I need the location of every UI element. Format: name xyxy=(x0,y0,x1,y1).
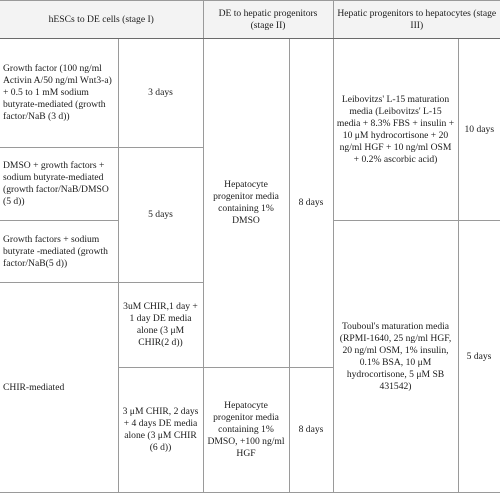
stage1-method-growth-factors-nab-5d: Growth factors + sodium butyrate -mediated (growth factor/NaB(5 d)) xyxy=(0,221,118,283)
stage1-chir-sub-6d: 3 μM CHIR, 2 days + 4 days DE media alone (3 μM CHIR (6 d)) xyxy=(118,368,203,493)
stage3-duration-10-days: 10 days xyxy=(458,39,500,221)
stage1-chir-mediated: CHIR-mediated xyxy=(0,283,118,493)
stage1-chir-sub-2d: 3uM CHIR,1 day + 1 day DE media alone (3 μM CHIR(2 d)) xyxy=(118,283,203,368)
stage1-method-growth-factor-nab-3d: Growth factor (100 ng/ml Activin A/50 ng/ml Wnt3-a) + 0.5 to 1 mM sodium butyrate-mediated (growth factor/NaB (3 d)) xyxy=(0,39,118,148)
stage2-duration-b: 8 days xyxy=(289,368,333,493)
stage1-duration-5-days: 5 days xyxy=(118,148,203,283)
header-stage-3: Hepatic progenitors to hepatocytes (stage III) xyxy=(333,1,500,39)
header-stage-1: hESCs to DE cells (stage I) xyxy=(0,1,203,39)
stage2-duration-a: 8 days xyxy=(289,39,333,368)
stage1-method-dmso-growth-factor: DMSO + growth factors + sodium butyrate-mediated (growth factor/NaB/DMSO (5 d)) xyxy=(0,148,118,221)
table-header-row xyxy=(0,1,500,39)
stage3-duration-5-days: 5 days xyxy=(458,221,500,493)
stage1-duration-3-days: 3 days xyxy=(118,39,203,148)
header-stage-2: DE to hepatic progenitors (stage II) xyxy=(203,1,333,39)
stage3-media-leibovitz: Leibovitzs' L-15 maturation media (Leibovitzs' L-15 media + 8.3% FBS + insulin + 10 μM hydrocortisone + 20 ng/ml HGF + 10 ng/ml OSM + 0.2% ascorbic acid) xyxy=(333,39,458,221)
table-row xyxy=(0,39,500,148)
stage2-media-dmso-hgf: Hepatocyte progenitor media containing 1% DMSO, +100 ng/ml HGF xyxy=(203,368,289,493)
stage2-media-dmso: Hepatocyte progenitor media containing 1% DMSO xyxy=(203,39,289,368)
stage3-media-touboul: Touboul's maturation media (RPMI-1640, 25 ng/ml HGF, 20 ng/ml OSM, 1% insulin, 0.1% BSA, 10 μM hydrocortisone, 5 μM SB 431542) xyxy=(333,221,458,493)
